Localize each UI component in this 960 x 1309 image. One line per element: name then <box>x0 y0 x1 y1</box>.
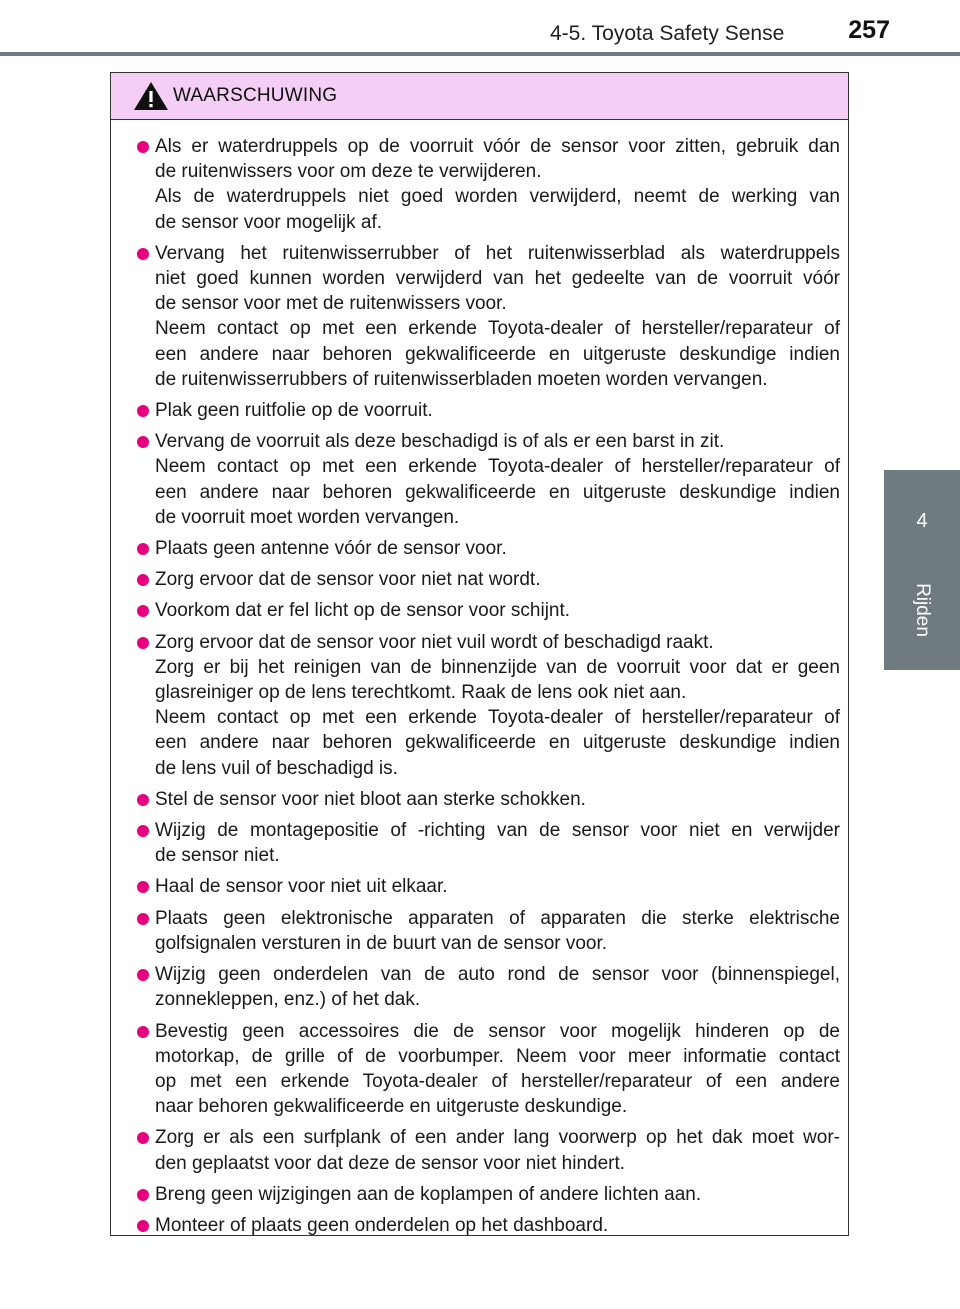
warning-item <box>135 787 840 812</box>
bullet-icon <box>137 1220 149 1232</box>
warning-item-line: een andere naar behoren gekwalificeerde en uitgeruste deskundige indien <box>155 732 840 754</box>
header-rule <box>0 52 960 56</box>
warning-item <box>135 134 840 235</box>
warning-title: WAARSCHUWING <box>173 85 338 106</box>
warning-item-line: Zorg ervoor dat de sensor voor niet nat wordt. <box>155 569 541 591</box>
warning-item-line: Als er waterdruppels op de voorruit vóór de sensor voor zitten, gebruik dan <box>155 136 840 157</box>
chapter-tab <box>884 470 960 670</box>
warning-item-line: den geplaatst voor dat deze de sensor voor niet hindert. <box>155 1152 626 1174</box>
warning-item-line: de lens vuil of beschadigd is. <box>155 757 398 779</box>
warning-item-line: de sensor voor mogelijk af. <box>155 211 383 233</box>
warning-item-line: de sensor niet. <box>155 845 280 867</box>
section-title: 4-5. Toyota Safety Sense <box>550 22 785 45</box>
bullet-icon <box>137 543 149 555</box>
warning-item-line: Als de waterdruppels niet goed worden verwijderd, neemt de werking van <box>155 186 840 208</box>
warning-item-line: Voorkom dat er fel licht op de sensor voor schijnt. <box>155 600 571 622</box>
warning-item <box>135 874 840 899</box>
warning-list <box>111 120 848 1238</box>
warning-item <box>135 818 840 868</box>
warning-item-line: Stel de sensor voor niet bloot aan sterke schokken. <box>155 788 586 810</box>
warning-item <box>135 630 840 781</box>
warning-item-line: Haal de sensor voor niet uit elkaar. <box>155 876 448 898</box>
warning-item-line: naar behoren gekwalificeerde en uitgeruste deskundige. <box>155 1096 628 1118</box>
warning-box <box>110 72 849 1236</box>
warning-item-line: Breng geen wijzigingen aan de koplampen of andere lichten aan. <box>155 1183 702 1205</box>
warning-item-line: de voorruit moet worden vervangen. <box>155 506 460 528</box>
warning-item <box>135 241 840 392</box>
warning-item <box>135 536 840 561</box>
warning-item-line: Vervang het ruitenwisserrubber of het ruitenwisserblad als waterdruppels <box>155 242 840 264</box>
warning-item-line: de ruitenwissers voor om deze te verwijderen. <box>155 161 542 183</box>
warning-item <box>135 429 840 530</box>
warning-item-line: Zorg er bij het reinigen van de binnenzijde van de voorruit voor dat er geen <box>155 656 840 678</box>
bullet-icon <box>137 825 149 837</box>
warning-item-line: de ruitenwisserrubbers of ruitenwisserbladen moeten worden vervangen. <box>155 368 768 390</box>
bullet-icon <box>137 913 149 925</box>
chapter-number: 4 <box>916 510 928 532</box>
warning-item-line: Neem contact op met een erkende Toyota-dealer of hersteller/reparateur of <box>155 456 840 478</box>
bullet-icon <box>137 1189 149 1201</box>
bullet-icon <box>137 637 149 649</box>
warning-item-line: golfsignalen versturen in de buurt van de sensor voor. <box>155 932 608 954</box>
warning-item <box>135 598 840 623</box>
warning-item <box>135 962 840 1012</box>
warning-item-line: niet goed kunnen worden verwijderd van het gedeelte van de voorruit vóór <box>155 268 840 290</box>
warning-item <box>135 1125 840 1175</box>
warning-item-line: Monteer of plaats geen onderdelen op het dashboard. <box>155 1214 609 1236</box>
warning-item <box>135 567 840 592</box>
bullet-icon <box>137 881 149 893</box>
warning-item <box>135 1019 840 1120</box>
bullet-icon <box>137 969 149 981</box>
bullet-icon <box>137 1132 149 1144</box>
warning-item-line: een andere naar behoren gekwalificeerde en uitgeruste deskundige indien <box>155 343 840 365</box>
warning-item <box>135 398 840 423</box>
warning-item-line: Zorg er als een surfplank of een ander lang voorwerp op het dak moet wor- <box>155 1127 840 1149</box>
warning-item-line: Wijzig de montagepositie of -richting van de sensor voor niet en verwijder <box>155 820 840 842</box>
warning-item-line: Bevestig geen accessoires die de sensor voor mogelijk hinderen op de <box>155 1020 840 1042</box>
warning-item-line: een andere naar behoren gekwalificeerde en uitgeruste deskundige indien <box>155 481 840 503</box>
warning-triangle-icon <box>133 81 169 111</box>
bullet-icon <box>137 248 149 260</box>
chapter-label: Rijden <box>912 583 933 637</box>
warning-item-line: Plaats geen antenne vóór de sensor voor. <box>155 538 507 560</box>
bullet-icon <box>137 1026 149 1038</box>
warning-item-line: de sensor voor met de ruitenwissers voor. <box>155 293 507 315</box>
warning-item-line: glasreiniger op de lens terechtkomt. Raak de lens ook niet aan. <box>155 682 687 704</box>
page-number: 257 <box>848 16 890 44</box>
warning-item <box>135 906 840 956</box>
bullet-icon <box>137 574 149 586</box>
warning-item-line: Neem contact op met een erkende Toyota-dealer of hersteller/reparateur of <box>155 318 840 340</box>
warning-item-line: Wijzig geen onderdelen van de auto rond de sensor voor (binnenspiegel, <box>155 964 840 986</box>
warning-item <box>135 1182 840 1207</box>
warning-item-line: zonnekleppen, enz.) of het dak. <box>155 989 421 1011</box>
warning-item-line: Plak geen ruitfolie op de voorruit. <box>155 400 433 422</box>
warning-item-line: Vervang de voorruit als deze beschadigd is of als er een barst in zit. <box>155 431 725 453</box>
bullet-icon <box>137 141 149 153</box>
bullet-icon <box>137 794 149 806</box>
warning-item <box>135 1213 840 1238</box>
warning-item-line: Zorg ervoor dat de sensor voor niet vuil wordt of beschadigd raakt. <box>155 631 714 653</box>
chapter-label-wrap <box>900 580 944 640</box>
warning-item-line: Plaats geen elektronische apparaten of apparaten die sterke elektrische <box>155 907 840 929</box>
bullet-icon <box>137 405 149 417</box>
warning-item-line: motorkap, de grille of de voorbumper. Neem voor meer informatie contact <box>155 1045 840 1067</box>
warning-item-line: Neem contact op met een erkende Toyota-dealer of hersteller/reparateur of <box>155 707 840 729</box>
warning-item-line: op met een erkende Toyota-dealer of hersteller/reparateur of een andere <box>155 1070 840 1092</box>
warning-header <box>111 73 848 120</box>
bullet-icon <box>137 436 149 448</box>
bullet-icon <box>137 605 149 617</box>
